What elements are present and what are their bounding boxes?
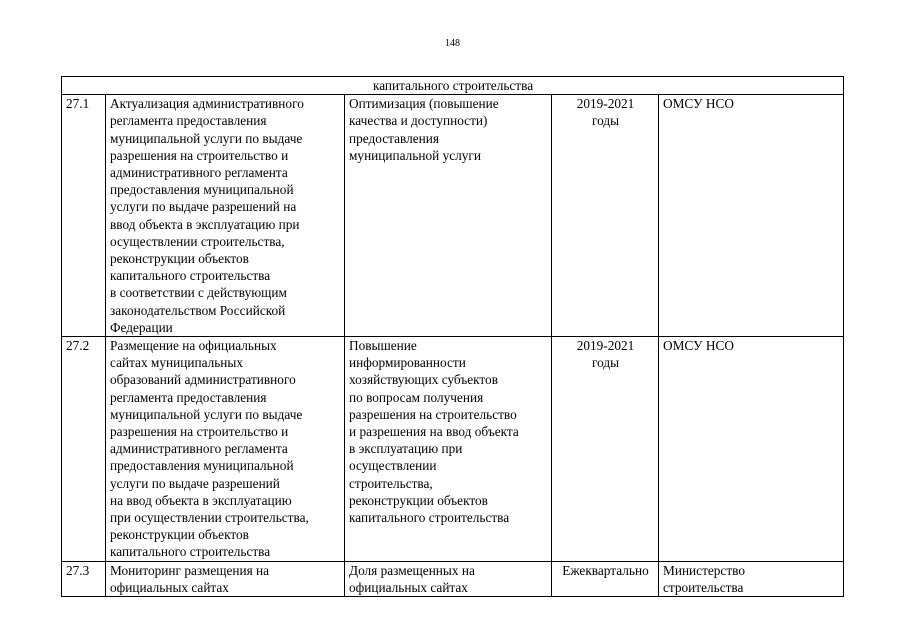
expected-result-line: строительства, (349, 475, 433, 491)
expected-result-line: Оптимизация (повышение (349, 96, 499, 112)
executor-cell (659, 561, 844, 596)
activity-line: муниципальной услуги по выдаче (110, 130, 303, 146)
activity-line: Мониторинг размещения на (110, 562, 270, 578)
expected-result-line: капитального строительства (349, 510, 510, 526)
expected-result-cell (345, 337, 552, 562)
section-heading-cell: капитального строительства (62, 77, 844, 95)
expected-result-line: Повышение (349, 338, 417, 354)
expected-result-line: Доля размещенных на (349, 562, 475, 578)
expected-result-cell (345, 95, 552, 337)
expected-result-line: и разрешения на ввод объекта (349, 424, 519, 440)
page-number: 148 (445, 38, 460, 49)
activity-line: при осуществлении строительства, (110, 510, 309, 526)
activity-line: осуществлении строительства, (110, 233, 285, 249)
expected-result-cell (345, 561, 552, 596)
expected-result-line: реконструкции объектов (349, 492, 488, 508)
activity-line: капитального строительства (110, 268, 271, 284)
executor-line: Министерство (663, 562, 745, 578)
expected-result-line: по вопросам получения (349, 389, 484, 405)
row-number-cell: 27.3 (62, 561, 106, 596)
activity-line: регламента предоставления (110, 113, 267, 129)
activity-line: услуги по выдаче разрешений на (110, 199, 297, 215)
activity-line: разрешения на строительство и (110, 147, 289, 163)
activity-line: муниципальной услуги по выдаче (110, 406, 303, 422)
executor-line: строительства (663, 579, 744, 595)
expected-result-line: осуществлении (349, 458, 437, 474)
activity-line: законодательством Российской (110, 302, 286, 318)
activity-line: сайтах муниципальных (110, 355, 243, 371)
expected-result-line: предоставления (349, 130, 440, 146)
activity-line: официальных сайтах (110, 579, 229, 595)
row-number-cell: 27.2 (62, 337, 106, 562)
period-line: годы (591, 355, 620, 371)
activity-line: разрешения на строительство и (110, 424, 289, 440)
row-number-cell: 27.1 (62, 95, 106, 337)
expected-result-line: муниципальной услуги (349, 147, 481, 163)
table-row (62, 337, 844, 562)
period-line: 2019-2021 (576, 338, 635, 354)
executor-cell (659, 337, 844, 562)
executor-line: ОМСУ НСО (663, 338, 734, 354)
expected-result-line: официальных сайтах (349, 579, 468, 595)
table-row (62, 95, 844, 337)
executor-cell (659, 95, 844, 337)
expected-result-line: хозяйствующих субъектов (349, 372, 498, 388)
activity-line: на ввод объекта в эксплуатацию (110, 492, 292, 508)
activity-line: Размещение на официальных (110, 338, 277, 354)
activity-cell (106, 95, 345, 337)
period-line: годы (591, 113, 620, 129)
activity-line: административного регламента (110, 165, 288, 181)
activity-line: ввод объекта в эксплуатацию при (110, 216, 300, 232)
activity-line: реконструкции объектов (110, 527, 249, 543)
table-row (62, 561, 844, 596)
period-line: 2019-2021 (576, 96, 635, 112)
period-cell (552, 561, 659, 596)
activity-line: образований административного (110, 372, 296, 388)
expected-result-line: разрешения на строительство (349, 406, 517, 422)
activity-line: административного регламента (110, 441, 288, 457)
expected-result-line: информированности (349, 355, 466, 371)
activity-cell (106, 337, 345, 562)
activity-line: Актуализация административного (110, 96, 304, 112)
period-cell (552, 337, 659, 562)
section-heading-row (62, 77, 844, 95)
measures-table (61, 76, 844, 597)
executor-line: ОМСУ НСО (663, 96, 734, 112)
activity-cell (106, 561, 345, 596)
expected-result-line: качества и доступности) (349, 113, 488, 129)
expected-result-line: в эксплуатацию при (349, 441, 463, 457)
activity-line: регламента предоставления (110, 389, 267, 405)
activity-line: предоставления муниципальной (110, 182, 294, 198)
activity-line: в соответствии с действующим (110, 285, 287, 301)
period-cell (552, 95, 659, 337)
activity-line: реконструкции объектов (110, 251, 249, 267)
activity-line: предоставления муниципальной (110, 458, 294, 474)
activity-line: Федерации (110, 319, 173, 335)
period-line: Ежеквартально (562, 562, 649, 578)
activity-line: услуги по выдаче разрешений (110, 475, 280, 491)
activity-line: капитального строительства (110, 544, 271, 560)
